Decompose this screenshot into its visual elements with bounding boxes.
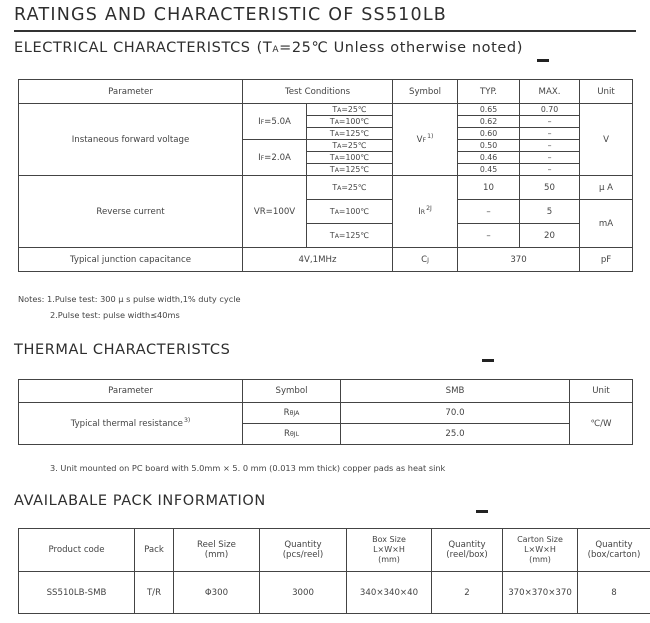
forward-typ-1: 0.62 xyxy=(458,116,520,128)
forward-typ-2: 0.60 xyxy=(458,128,520,140)
reverse-parameter: Reverse current xyxy=(19,176,243,248)
thermal-symbol-letter: R xyxy=(283,429,290,439)
ta-letter: T xyxy=(329,207,335,216)
carton-line3: (mm) xyxy=(529,555,551,564)
thermal-header-row xyxy=(19,380,633,403)
ta-val: =125℃ xyxy=(338,231,370,240)
ta-val: =100℃ xyxy=(338,117,370,126)
forward-if1-sub: F xyxy=(260,118,265,126)
ta-val: =25℃ xyxy=(341,141,367,150)
forward-if2 xyxy=(243,140,307,176)
forward-symbol-sub: F xyxy=(422,136,427,144)
electrical-heading-sub: A xyxy=(272,45,280,55)
forward-ta-4 xyxy=(307,152,393,164)
note-2: 2.Pulse test: pulse width≤40ms xyxy=(50,310,180,320)
note-1: Notes: 1.Pulse test: 300 μ s pulse width,1% duty cycle xyxy=(18,294,241,304)
ta-letter: T xyxy=(329,153,335,162)
capacitance-symbol-letter: C xyxy=(421,254,428,265)
ta-sub: A xyxy=(334,233,339,240)
header-unit: Unit xyxy=(580,80,633,104)
pack-pack: T/R xyxy=(135,572,174,614)
forward-if1-val: =5.0A xyxy=(264,116,291,127)
header-parameter: Parameter xyxy=(19,80,243,104)
ta-sub: A xyxy=(334,167,339,174)
ta-sub: A xyxy=(334,209,339,216)
electrical-heading-paren: (T xyxy=(256,40,273,56)
reverse-max-0: 50 xyxy=(520,176,580,200)
header-conditions: Test Conditions xyxy=(243,80,393,104)
thermal-symbol-sub: θJL xyxy=(289,431,300,438)
ta-sub: A xyxy=(334,119,339,126)
qtyc-line2: (box/carton) xyxy=(587,550,641,560)
pack-carton: 370×370×370 xyxy=(503,572,578,614)
ta-letter: T xyxy=(329,165,335,174)
electrical-heading-cond: =25℃ Unless otherwise noted) xyxy=(279,40,523,56)
forward-if2-sub: F xyxy=(260,154,265,162)
ta-sub: A xyxy=(334,131,339,138)
capacitance-symbol xyxy=(393,248,458,272)
ta-sub: A xyxy=(337,185,342,192)
pack-box: 340×340×40 xyxy=(347,572,432,614)
pack-heading-mark xyxy=(476,510,488,513)
qtyb-line1: Quantity xyxy=(448,540,486,550)
forward-if1-letter: I xyxy=(258,116,261,127)
forward-typ-0: 0.65 xyxy=(458,104,520,116)
forward-symbol xyxy=(393,104,458,176)
pack-header-carton xyxy=(503,529,578,572)
qty-line1: Quantity xyxy=(284,540,322,550)
reverse-typ-2: – xyxy=(458,224,520,248)
ta-sub: A xyxy=(337,107,342,114)
reverse-typ-1: – xyxy=(458,200,520,224)
thermal-parameter-text: Typical thermal resistance xyxy=(70,418,183,429)
reverse-unit-ma: mA xyxy=(580,200,633,248)
box-line1: Box Size xyxy=(372,535,406,544)
capacitance-value: 370 xyxy=(458,248,580,272)
reel-line2: (mm) xyxy=(204,550,229,560)
thermal-heading-mark xyxy=(482,359,494,362)
capacitance-row xyxy=(19,248,633,272)
header-max: MAX. xyxy=(520,80,580,104)
thermal-value-1: 25.0 xyxy=(341,424,570,445)
thermal-row xyxy=(19,403,633,424)
forward-typ-4: 0.46 xyxy=(458,152,520,164)
thermal-symbol-1 xyxy=(243,424,341,445)
capacitance-parameter: Typical junction capacitance xyxy=(19,248,243,272)
reverse-ta-2 xyxy=(307,224,393,248)
ta-letter: T xyxy=(329,117,335,126)
forward-max-1: – xyxy=(520,116,580,128)
forward-max-5: – xyxy=(520,164,580,176)
thermal-parameter-note: 3) xyxy=(183,416,191,424)
forward-max-4: – xyxy=(520,152,580,164)
pack-heading: AVAILABALE PACK INFORMATION xyxy=(14,493,266,509)
forward-unit: V xyxy=(580,104,633,176)
qty-line2: (pcs/reel) xyxy=(282,550,324,560)
box-line2: L×W×H xyxy=(373,545,405,554)
carton-line2: L×W×H xyxy=(524,545,556,554)
qtyb-line2: (reel/box) xyxy=(446,550,488,560)
reverse-max-1: 5 xyxy=(520,200,580,224)
thermal-value-0: 70.0 xyxy=(341,403,570,424)
title-rule xyxy=(14,30,636,32)
pack-header-box xyxy=(347,529,432,572)
ta-letter: T xyxy=(332,141,338,150)
ta-val: =25℃ xyxy=(341,183,367,192)
forward-if2-letter: I xyxy=(258,152,261,163)
document-title: RATINGS AND CHARACTERISTIC OF SS510LB xyxy=(14,5,448,25)
pack-reel: Φ300 xyxy=(174,572,260,614)
pack-header-qtyb xyxy=(432,529,503,572)
pack-header-product: Product code xyxy=(19,529,135,572)
thermal-parameter xyxy=(19,403,243,445)
forward-typ-5: 0.45 xyxy=(458,164,520,176)
capacitance-condition: 4V,1MHz xyxy=(243,248,393,272)
electrical-table xyxy=(18,79,633,272)
capacitance-unit: pF xyxy=(580,248,633,272)
thermal-unit: ℃/W xyxy=(570,403,633,445)
thermal-heading: THERMAL CHARACTERISTCS xyxy=(14,342,231,358)
pack-product: SS510LB-SMB xyxy=(19,572,135,614)
thermal-header-package: SMB xyxy=(341,380,570,403)
thermal-symbol-letter: R xyxy=(283,408,290,418)
ta-val: =100℃ xyxy=(338,153,370,162)
forward-ta-2 xyxy=(307,128,393,140)
box-line3: (mm) xyxy=(378,555,400,564)
electrical-header-row xyxy=(19,80,633,104)
ta-letter: T xyxy=(329,231,335,240)
forward-parameter: Instaneous forward voltage xyxy=(19,104,243,176)
ta-val: =25℃ xyxy=(341,105,367,114)
thermal-header-symbol: Symbol xyxy=(243,380,341,403)
thermal-symbol-sub: θJA xyxy=(289,410,300,417)
qtyc-line1: Quantity xyxy=(595,540,633,550)
ta-sub: A xyxy=(337,143,342,150)
forward-max-2: – xyxy=(520,128,580,140)
pack-header-row xyxy=(19,529,650,572)
forward-symbol-note: 1) xyxy=(427,132,434,140)
reverse-symbol-note: 2J xyxy=(426,204,432,212)
reverse-symbol-sub: R xyxy=(420,208,426,216)
forward-row xyxy=(19,104,633,116)
forward-ta-1 xyxy=(307,116,393,128)
reverse-symbol-letter: I xyxy=(418,206,421,217)
pack-data-row xyxy=(19,572,650,614)
forward-symbol-letter: V xyxy=(416,134,423,145)
reverse-ta-0 xyxy=(307,176,393,200)
ta-letter: T xyxy=(329,129,335,138)
forward-ta-3 xyxy=(307,140,393,152)
ta-val: =100℃ xyxy=(338,207,370,216)
reverse-ta-1 xyxy=(307,200,393,224)
reel-line1: Reel Size xyxy=(197,540,236,550)
pack-header-qtyc xyxy=(578,529,650,572)
pack-qty: 3000 xyxy=(260,572,347,614)
forward-if1 xyxy=(243,104,307,140)
reverse-typ-0: 10 xyxy=(458,176,520,200)
electrical-heading-mark xyxy=(537,59,549,62)
forward-ta-0 xyxy=(307,104,393,116)
reverse-condition: VR=100V xyxy=(243,176,307,248)
pack-header-pack: Pack xyxy=(135,529,174,572)
pack-header-reel xyxy=(174,529,260,572)
forward-max-0: 0.70 xyxy=(520,104,580,116)
ta-val: =125℃ xyxy=(338,165,370,174)
forward-ta-5 xyxy=(307,164,393,176)
thermal-header-unit: Unit xyxy=(570,380,633,403)
carton-line1: Carton Size xyxy=(517,535,563,544)
forward-if2-val: =2.0A xyxy=(264,152,291,163)
pack-qtyc: 8 xyxy=(578,572,650,614)
forward-max-3: – xyxy=(520,140,580,152)
ta-letter: T xyxy=(332,183,338,192)
pack-qtyb: 2 xyxy=(432,572,503,614)
thermal-note: 3. Unit mounted on PC board with 5.0mm × 5. 0 mm (0.013 mm thick) copper pads as heat sink xyxy=(50,463,446,473)
reverse-max-2: 20 xyxy=(520,224,580,248)
thermal-table xyxy=(18,379,633,445)
electrical-heading xyxy=(14,40,523,56)
thermal-header-parameter: Parameter xyxy=(19,380,243,403)
pack-header-qty xyxy=(260,529,347,572)
header-symbol: Symbol xyxy=(393,80,458,104)
pack-table xyxy=(18,528,650,614)
header-typ: TYP. xyxy=(458,80,520,104)
reverse-symbol xyxy=(393,176,458,248)
ta-sub: A xyxy=(334,155,339,162)
reverse-unit-ua: μ A xyxy=(580,176,633,200)
reverse-row xyxy=(19,176,633,200)
ta-val: =125℃ xyxy=(338,129,370,138)
electrical-heading-text: ELECTRICAL CHARACTERISTCS xyxy=(14,40,251,56)
ta-letter: T xyxy=(332,105,338,114)
thermal-symbol-0 xyxy=(243,403,341,424)
capacitance-symbol-sub: J xyxy=(427,256,429,264)
forward-typ-3: 0.50 xyxy=(458,140,520,152)
